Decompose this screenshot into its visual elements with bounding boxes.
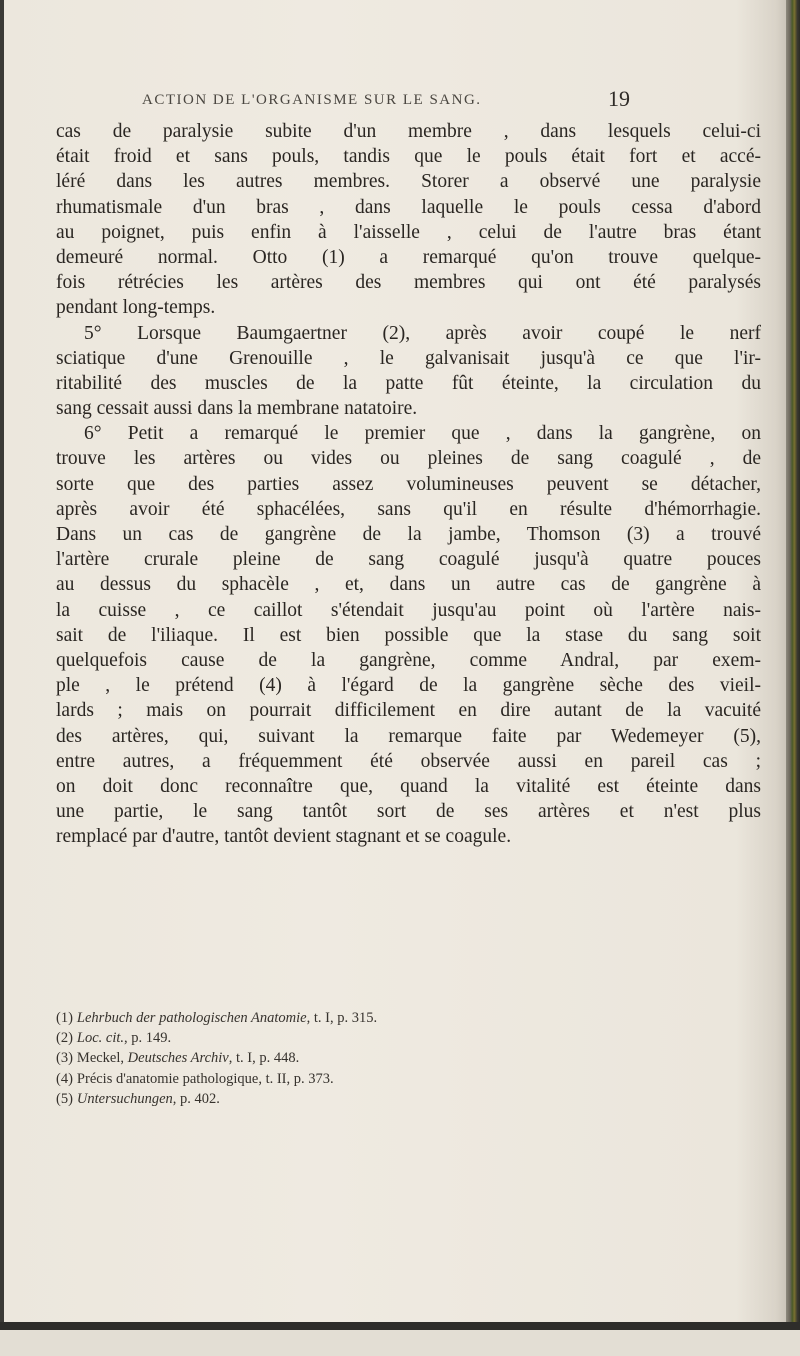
footnote-5 xyxy=(56,1089,761,1109)
text-line: Dans un cas de gangrène de la jambe, Thomson (3) a trouvé xyxy=(56,524,761,545)
footnote-title: Deutsches Archiv xyxy=(127,1050,229,1067)
body-text xyxy=(56,119,761,849)
footnote-title: Précis d'anatomie pathologique xyxy=(76,1070,259,1087)
text-line: sciatique d'une Grenouille , le galvanisait jusqu'à ce que l'ir- xyxy=(56,347,761,369)
footnote-number: (3) xyxy=(56,1050,73,1067)
footnote-author: Meckel, xyxy=(76,1050,128,1067)
footnote-number: (5) xyxy=(56,1090,73,1107)
footnote-number: (2) xyxy=(56,1030,73,1047)
text-line: léré dans les autres membres. Storer a observé une paralysie xyxy=(56,171,761,193)
page-header xyxy=(142,86,630,116)
text-line: une partie, le sang tantôt sort de ses artères et n'est plus xyxy=(56,801,761,823)
text-line: au poignet, puis enfin à l'aisselle , celui de l'autre bras étant xyxy=(56,221,761,243)
text-line: était froid et sans pouls, tandis que le pouls était fort et accé- xyxy=(56,146,761,168)
footnote-title: Untersuchungen xyxy=(76,1090,173,1107)
text-line: on doit donc reconnaître que, quand la vitalité est éteinte dans xyxy=(56,775,761,797)
footnote-ref: , t. II, p. 373. xyxy=(258,1070,334,1087)
footnote-number: (1) xyxy=(56,1010,73,1026)
footnote-ref: , t. I, p. 448. xyxy=(228,1050,300,1067)
text-line: au dessus du sphacèle , et, dans un autre cas de gangrène à xyxy=(56,574,761,596)
page-number: 19 xyxy=(608,86,630,111)
text-line: ritabilité des muscles de la patte fût éteinte, la circulation du xyxy=(56,372,761,394)
text-line: quelquefois cause de la gangrène, comme Andral, par exem- xyxy=(56,649,761,671)
text-line: pendant long-temps. xyxy=(56,297,216,319)
footnote-4 xyxy=(56,1069,761,1089)
text-line: sait de l'iliaque. Il est bien possible que la stase du sang soit xyxy=(56,624,761,646)
text-line: des artères, qui, suivant la remarque faite par Wedemeyer (5), xyxy=(56,725,761,747)
text-line: entre autres, a fréquemment été observée aussi en pareil cas ; xyxy=(56,750,761,772)
page-left-edge xyxy=(0,0,4,1356)
footnote-2 xyxy=(56,1028,761,1048)
text-line: lards ; mais on pourrait difficilement en dire autant de la vacuité xyxy=(56,700,761,722)
footnote-title: Loc. cit. xyxy=(76,1030,125,1047)
text-line: après avoir été sphacélées, sans qu'il en résulte d'hémorrhagie. xyxy=(56,498,761,520)
footnote-ref: , p. 402. xyxy=(172,1090,220,1107)
footnote-title: Lehrbuch der pathologischen Anatomie xyxy=(76,1010,307,1026)
text-line: la cuisse , ce caillot s'étendait jusqu'au point où l'artère nais- xyxy=(56,599,761,621)
text-line: 6° Petit a remarqué le premier que , dans la gangrène, on xyxy=(84,423,761,445)
scan-margin xyxy=(0,1330,800,1356)
footnotes xyxy=(56,1008,761,1109)
footnote-number: (4) xyxy=(56,1070,73,1087)
page-bottom-edge xyxy=(0,1322,800,1330)
text-line: sang cessait aussi dans la membrane natatoire. xyxy=(56,398,418,420)
text-line: trouve les artères ou vides ou pleines de sang coagulé , de xyxy=(56,448,761,470)
text-line: rhumatismale d'un bras , dans laquelle le pouls cessa d'abord xyxy=(56,196,761,218)
book-binding xyxy=(786,0,800,1356)
footnote-1 xyxy=(56,1008,761,1028)
footnote-ref: , t. I, p. 315. xyxy=(306,1010,378,1026)
text-line: remplacé par d'autre, tantôt devient stagnant et se coagule. xyxy=(56,826,512,848)
text-line: ple , le prétend (4) à l'égard de la gangrène sèche des vieil- xyxy=(56,675,761,697)
footnote-ref: , p. 149. xyxy=(124,1030,172,1047)
text-line: l'artère crurale pleine de sang coagulé jusqu'à quatre pouces xyxy=(56,549,761,571)
text-line: cas de paralysie subite d'un membre , dans lesquels celui-ci xyxy=(56,121,761,142)
text-line: fois rétrécies les artères des membres qui ont été paralysés xyxy=(56,272,761,294)
running-head: ACTION DE L'ORGANISME SUR LE SANG. xyxy=(142,92,482,108)
text-line: demeuré normal. Otto (1) a remarqué qu'on trouve quelque- xyxy=(56,246,761,268)
text-line: sorte que des parties assez volumineuses peuvent se détacher, xyxy=(56,473,761,495)
footnote-3 xyxy=(56,1048,761,1068)
text-line: 5° Lorsque Baumgaertner (2), après avoir coupé le nerf xyxy=(84,322,761,344)
